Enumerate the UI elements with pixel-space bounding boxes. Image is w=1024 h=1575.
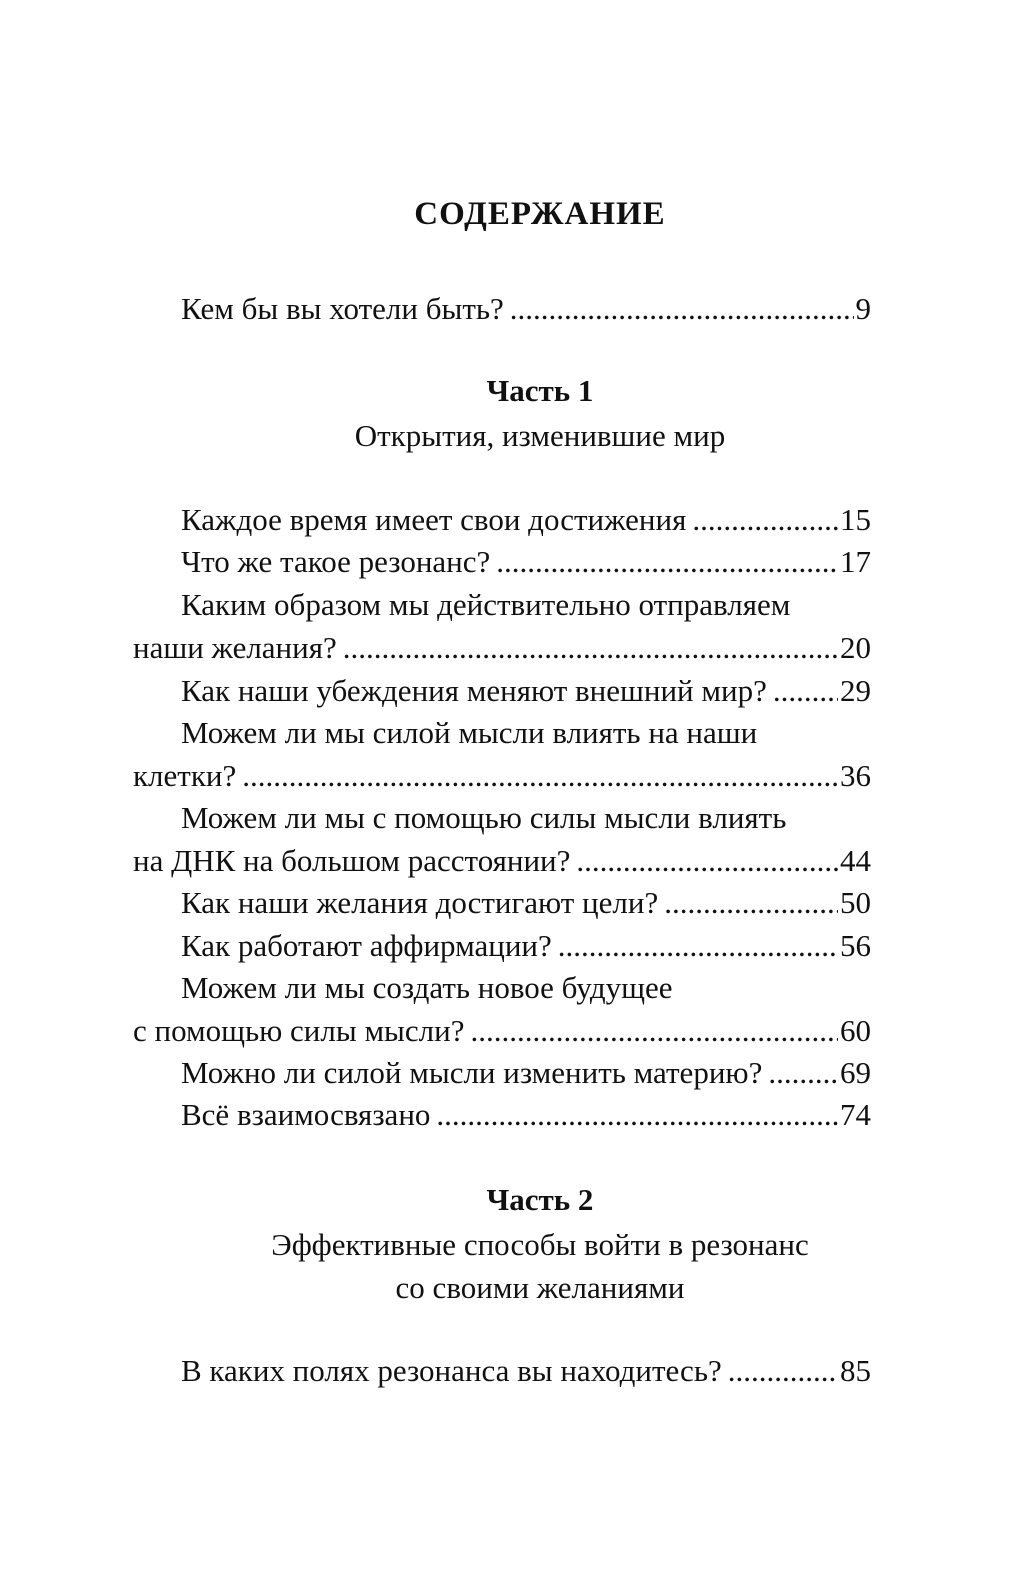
toc-entry-title: Можно ли силой мысли изменить материю? xyxy=(181,1055,763,1090)
toc-page-number: 56 xyxy=(840,928,871,963)
toc-page-number: 74 xyxy=(840,1097,871,1132)
toc-entry[interactable] xyxy=(181,499,871,541)
toc-entry-title: Всё взаимосвязано xyxy=(181,1097,431,1132)
toc-entry[interactable] xyxy=(181,1094,871,1136)
toc-entry-title-line1[interactable]: Можем ли мы создать новое будущее xyxy=(181,970,673,1005)
dot-leader xyxy=(728,1350,838,1392)
toc-page-number: 17 xyxy=(840,544,871,579)
toc-page-number: 69 xyxy=(840,1055,871,1090)
dot-leader xyxy=(343,627,838,669)
toc-page-number: 44 xyxy=(840,843,871,878)
page-title: СОДЕРЖАНИЕ xyxy=(414,196,666,232)
toc-entry-title: Каждое время имеет свои достижения xyxy=(181,502,687,537)
toc-entry[interactable] xyxy=(133,840,871,882)
toc-entry-title: Как наши убеждения меняют внешний мир? xyxy=(181,673,767,708)
toc-entry-title-line2: на ДНК на большом расстоянии? xyxy=(133,843,571,878)
toc-page-number: 36 xyxy=(840,758,871,793)
part-1-subtitle: Открытия, изменившие мир xyxy=(354,418,726,453)
toc-entry-title: Что же такое резонанс? xyxy=(181,544,491,579)
toc-page-number: 85 xyxy=(840,1353,871,1388)
toc-entry-title-line2: с помощью силы мысли? xyxy=(133,1013,465,1048)
toc-entry-title-line2: клетки? xyxy=(133,758,237,793)
toc-entry-title: Как наши желания достигают цели? xyxy=(181,885,659,920)
dot-leader xyxy=(576,840,838,882)
toc-entry[interactable] xyxy=(181,670,871,712)
toc-entry-title-line1[interactable]: Можем ли мы силой мысли влиять на наши xyxy=(181,715,758,750)
dot-leader xyxy=(242,755,838,797)
toc-entry[interactable] xyxy=(133,1010,871,1052)
dot-leader xyxy=(436,1094,838,1136)
dot-leader xyxy=(496,541,838,583)
part-2-title: Часть 2 xyxy=(486,1182,594,1217)
dot-leader xyxy=(510,288,854,330)
toc-page-number: 60 xyxy=(840,1013,871,1048)
toc-entry-intro[interactable] xyxy=(181,288,871,330)
toc-entry[interactable] xyxy=(181,541,871,583)
part-2-subtitle-line1: Эффективные способы войти в резонанс xyxy=(271,1227,809,1262)
dot-leader xyxy=(470,1010,838,1052)
toc-entry[interactable] xyxy=(181,1350,871,1392)
toc-page-number: 29 xyxy=(840,673,871,708)
toc-entry-title-line2: наши желания? xyxy=(133,630,337,665)
toc-entry-title-line1[interactable]: Каким образом мы действительно отправляем xyxy=(181,587,791,622)
toc-entry-title: Как работают аффирмации? xyxy=(181,928,552,963)
toc-entry-title: Кем бы вы хотели быть? xyxy=(181,291,504,326)
toc-entry[interactable] xyxy=(181,882,871,924)
dot-leader xyxy=(664,882,838,924)
dot-leader xyxy=(773,670,838,712)
toc-entry-title: В каких полях резонанса вы находитесь? xyxy=(181,1353,722,1388)
toc-entry-title-line1[interactable]: Можем ли мы с помощью силы мысли влиять xyxy=(181,800,787,835)
toc-page-number: 20 xyxy=(840,630,871,665)
toc-entry[interactable] xyxy=(181,1052,871,1094)
part-1-title: Часть 1 xyxy=(486,373,594,408)
dot-leader xyxy=(768,1052,838,1094)
toc-page-number: 15 xyxy=(840,502,871,537)
dot-leader xyxy=(558,925,838,967)
toc-entry[interactable] xyxy=(133,627,871,669)
toc-page-number: 50 xyxy=(840,885,871,920)
toc-page-number: 9 xyxy=(855,291,871,326)
part-2-subtitle-line2: со своими желаниями xyxy=(395,1270,685,1305)
dot-leader xyxy=(692,499,838,541)
toc-entry[interactable] xyxy=(181,925,871,967)
toc-entry[interactable] xyxy=(133,755,871,797)
